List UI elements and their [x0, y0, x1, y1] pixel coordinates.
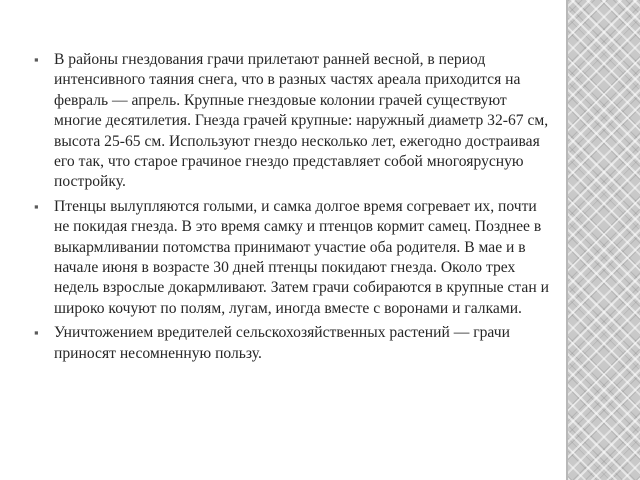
bullet-square-icon: ▪ [34, 52, 39, 67]
bullet-item-1 [32, 50, 552, 193]
bullet-square-icon: ▪ [34, 198, 39, 214]
paragraph-1-text: В районы гнездования грачи прилетают ранней весной, в период интенсивного таяния снега, что в разных частях ареала приходится на февраль — апрель. Крупные гнездовые колонии грачей существуют многие десятилетия. Гнезда грачей крупные: наружный диаметр 32-67 см, высота 25-65 см. Используют гнездо несколько лет, ежегодно достраивая его так, что старое грачиное гнездо представляет собой многоярусную постройку. [54, 51, 549, 191]
bullet-list [32, 50, 552, 364]
paragraph-3-text: Уничтожением вредителей сельскохозяйственных растений — грачи приносят несомненную пользу. [54, 324, 510, 362]
slide-content [32, 50, 552, 368]
paragraph-2-text: Птенцы вылупляются голыми, и самка долгое время согревает их, почти не покидая гнезда. В это время самку и птенцов кормит самец. Позднее в выкармливании потомства принимают участие оба родителя. В мае и в начале июня в возрасте 30 дней птенцы покидают гнезда. Около трех недель взрослые докармливают. Затем грачи собираются в крупные стан и широко кочуют по полям, лугам, иногда вместе с воронами и галками. [54, 197, 549, 317]
decorative-pattern-strip [568, 0, 640, 480]
bullet-square-icon: ▪ [34, 325, 39, 341]
bullet-item-3 [32, 323, 552, 364]
bullet-item-2 [32, 197, 552, 319]
